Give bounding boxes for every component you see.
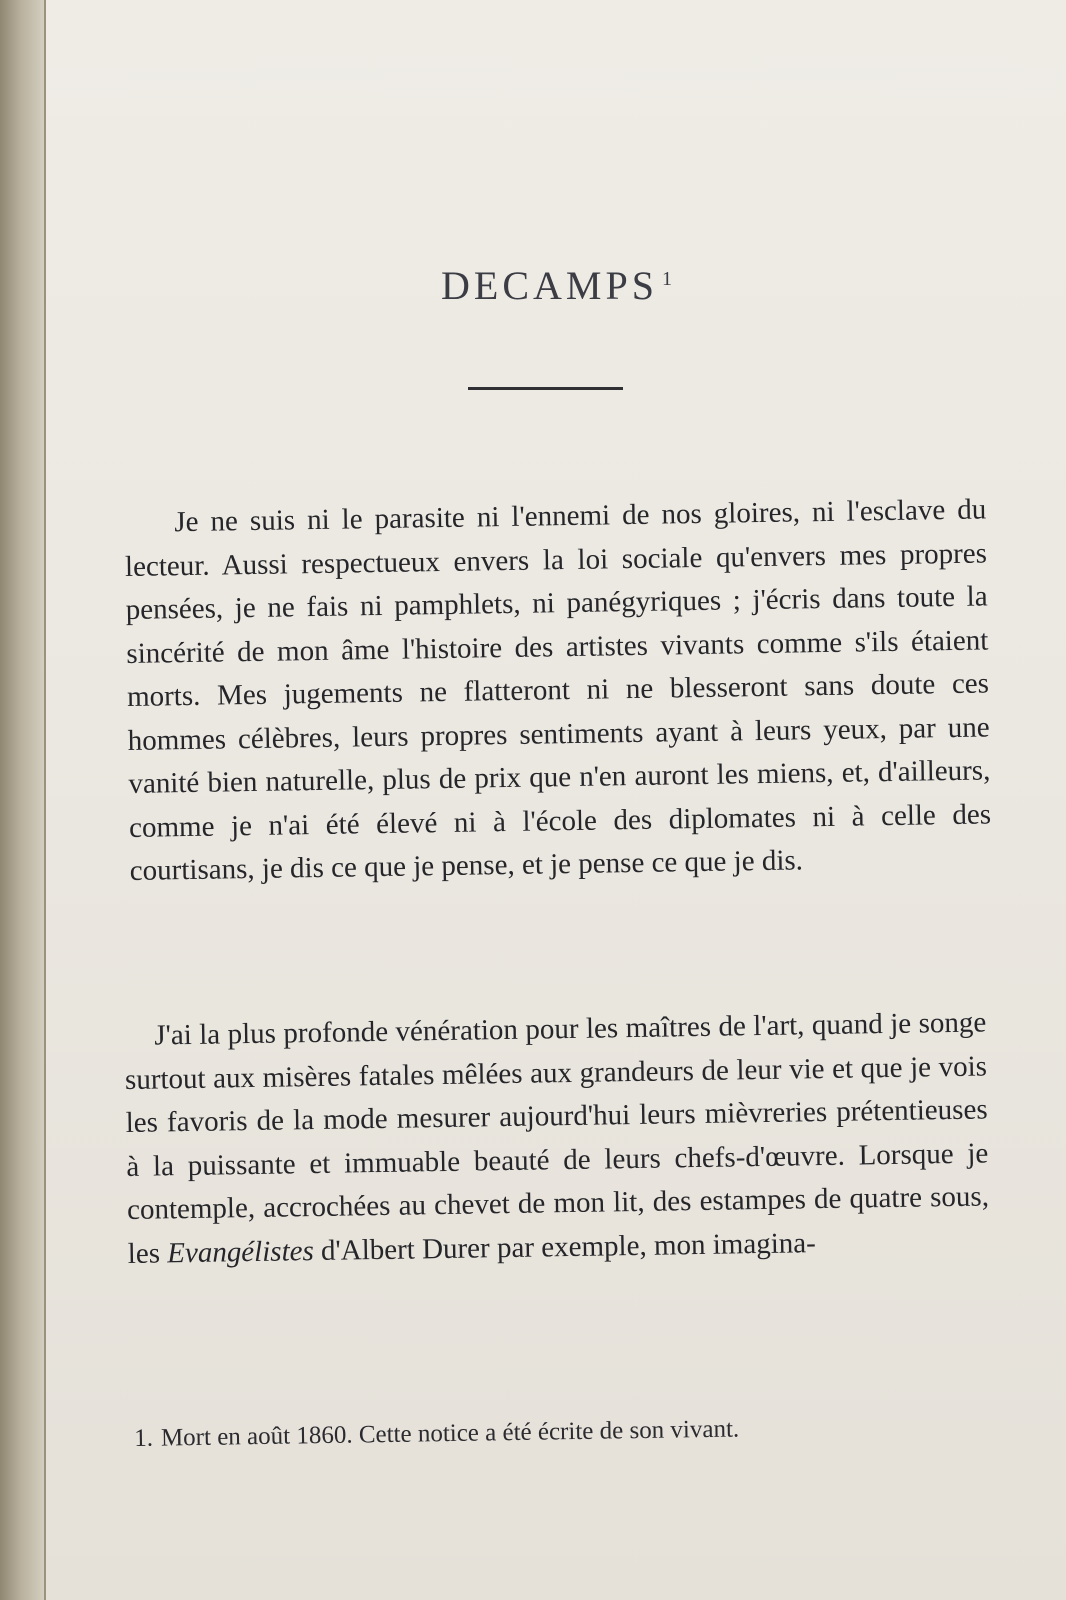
paragraph-2-start: J'ai la plus profonde vénération pour les maîtres de l'art, quand je songe surtout aux misères fatales mêlées aux grandeurs de leur vie et que je vois les favoris de la mode mesurer aujourd'hui leurs mièvreries prétentieuses à la puissante et immuable beauté de leurs chefs-d'œuvre. Lorsque je contemple, accrochées au chevet de mon lit, des estampes de quatre sous, les [124, 1006, 990, 1270]
title-footnote-marker: 1 [661, 267, 672, 290]
paragraph-2-end: d'Albert Durer par exemple, mon imagina- [320, 1226, 817, 1267]
paragraph-2 [124, 1001, 990, 1276]
chapter-title-text: DECAMPS [441, 263, 658, 308]
footnote [134, 1415, 739, 1453]
paragraph-1: Je ne suis ni le parasite ni l'ennemi de nos gloires, ni l'esclave du lecteur. Aussi respectueux envers la loi sociale qu'envers mes propres pensées, je ne fais ni pamphlets, ni panégyriques ; j'écris dans toute la sincérité de mon âme l'histoire des artistes vivants comme s'ils étaient morts. Mes jugements ne flatteront ni ne blesseront sans doute ces hommes célèbres, leurs propres sentiments ayant à leurs yeux, par une vanité bien naturelle, plus de prix que n'en auront les miens, et, d'ailleurs, comme je n'ai été élevé ni à l'école des diplomates ni à celle des courtisans, je dis ce que je pense, et je pense ce que je dis. [124, 493, 992, 887]
book-page [46, 0, 1066, 1600]
italic-title-evangelistes: Evangélistes [166, 1234, 315, 1269]
chapter-title [441, 262, 672, 309]
title-separator-rule [468, 387, 623, 390]
footnote-number: 1. [134, 1424, 154, 1452]
footnote-text: Mort en août 1860. Cette notice a été écrite de son vivant. [160, 1415, 740, 1452]
